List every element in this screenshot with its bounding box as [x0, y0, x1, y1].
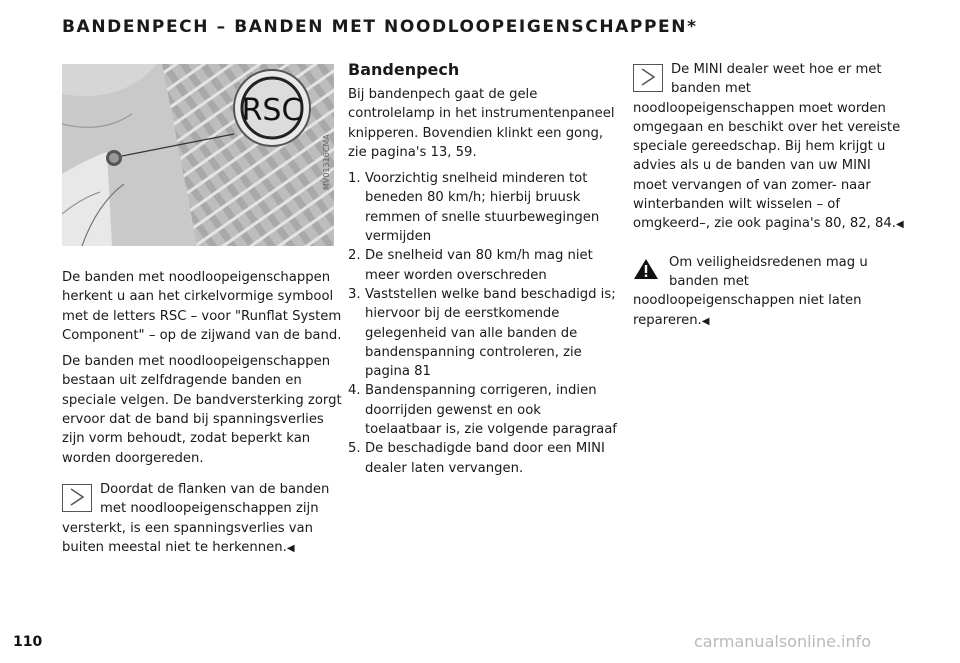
tire-drawing	[62, 64, 334, 246]
play-triangle-icon	[634, 65, 660, 89]
warning-icon	[633, 257, 659, 281]
figure-code: MV01316CMA	[322, 134, 331, 190]
paragraph-construction: De banden met noodloopeigenschappen bestaan uit zelfdragende banden en speciale velgen. De bandversterking zorgt ervoor dat de band bij spanningsverlies zijn vorm behoudt, zodat beperkt kan worden doorgereden.	[62, 354, 342, 466]
page-title: BANDENPECH – BANDEN MET NOODLOOPEIGENSCHAPPEN*	[62, 17, 698, 37]
note-icon	[62, 484, 92, 512]
watermark: carmanualsonline.info	[694, 632, 872, 651]
end-mark-icon: ◀	[286, 542, 295, 554]
note-text: Doordat de flanken van de banden met noodloopeigenschappen zijn versterkt, is een spanningsverlies van buiten meestal niet te herkennen.	[62, 481, 330, 555]
warning-repair	[633, 253, 909, 331]
column-left	[62, 268, 346, 558]
list-item: 3. Vaststellen welke band beschadigd is; hiervoor bij de eerstkomende gelegenheid van alle banden de bandenspanning controleren, zie pagina 81	[348, 286, 616, 380]
list-item: 4. Bandenspanning corrigeren, indien doorrijden gewenst en ook toelaatbaar is, zie volgende paragraaf	[348, 383, 617, 438]
section-heading: Bandenpech	[348, 60, 460, 79]
page-number: 110	[13, 634, 43, 650]
paragraph-rsc-symbol: De banden met noodloopeigenschappen herkent u aan het cirkelvormige symbool met de letters RSC – voor "Runflat System Component" – op de zijwand van de band.	[62, 270, 342, 343]
end-mark-icon: ◀	[701, 315, 710, 327]
steps-list	[348, 169, 620, 478]
paragraph-intro: Bij bandenpech gaat de gele controlelamp in het instrumentenpaneel knipperen. Bovendien klinkt een gong, zie pagina's 13, 59.	[348, 87, 615, 160]
list-item: 2. De snelheid van 80 km/h mag niet meer worden overschreden	[348, 248, 593, 283]
rsc-badge: RSC	[241, 93, 303, 128]
note-icon	[633, 64, 663, 92]
play-triangle-icon	[63, 485, 89, 509]
column-middle	[348, 60, 620, 478]
list-item: 1. Voorzichtig snelheid minderen tot beneden 80 km/h; hierbij bruusk remmen of snelle stuurbewegingen vermijden	[348, 171, 600, 245]
tire-illustration	[62, 64, 334, 246]
note-text: De MINI dealer weet hoe er met banden met noodloopeigenschappen moet worden omgegaan en beschikt over het vereiste speciale gereedschap. Bij hem krijgt u advies als u de banden van uw MINI moet vervangen of van zomer- naar winterbanden wilt wisselen – of omgkeerd–, zie ook pagina's 80, 82, 84.	[633, 62, 901, 232]
note-dealer	[633, 60, 909, 235]
column-right	[633, 60, 909, 331]
end-mark-icon: ◀	[896, 219, 904, 231]
warning-text: Om veiligheidsredenen mag u banden met noodloopeigenschappen niet laten repareren.	[633, 254, 868, 328]
note-sidewall	[62, 480, 346, 558]
list-item: 5. De beschadigde band door een MINI dealer laten vervangen.	[348, 441, 605, 476]
